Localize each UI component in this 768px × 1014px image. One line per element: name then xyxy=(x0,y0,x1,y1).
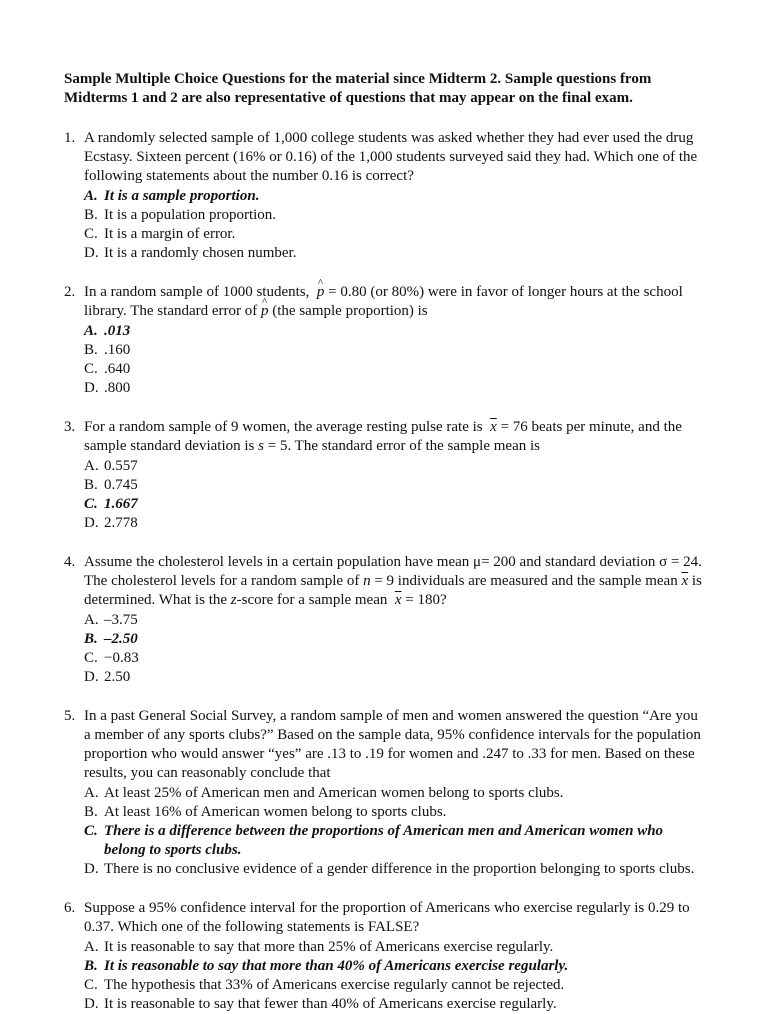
option-d: D. It is a randomly chosen number. xyxy=(84,245,297,261)
option-d: D. 2.50 xyxy=(84,669,131,685)
option-d: D. 2.778 xyxy=(84,515,138,531)
question-3 xyxy=(64,418,708,533)
option-b: B. .160 xyxy=(84,342,131,358)
question-number: 5. xyxy=(64,708,76,724)
option-a: A. It is reasonable to say that more than 25% of Americans exercise regularly. xyxy=(84,939,554,955)
option-d: D. It is reasonable to say that fewer than 40% of Americans exercise regularly. xyxy=(84,996,557,1012)
option-c: C. −0.83 xyxy=(84,650,139,666)
x-bar-symbol: $\overline{x}$ xyxy=(394,592,402,608)
option-b-correct: B. It is reasonable to say that more than 40% of Americans exercise regularly. xyxy=(84,958,569,974)
option-a: A. At least 25% of American men and American women belong to sports clubs. xyxy=(84,785,564,801)
p-hat-symbol: ^ p xyxy=(261,302,269,321)
option-b-correct: B. –2.50 xyxy=(84,631,138,647)
x-bar-symbol: $\overline{x}$ xyxy=(681,573,689,589)
option-b: B. 0.745 xyxy=(84,477,138,493)
option-b: B. It is a population proportion. xyxy=(84,207,277,223)
question-1 xyxy=(64,129,708,263)
option-c: C. .640 xyxy=(84,361,131,377)
question-4 xyxy=(64,553,708,687)
question-5 xyxy=(64,707,708,879)
question-stem: In a past General Social Survey, a random sample of men and women answered the question “Are you a member of any sports clubs?” Based on the sample data, 95% confidence intervals for the population proportion who would answer “yes” are .13 to .19 for women and .247 to .33 for men. Based on these results, you can reasonably conclude that xyxy=(84,708,701,781)
option-a-correct: A. It is a sample proportion. xyxy=(84,188,260,204)
question-number: 4. xyxy=(64,554,76,570)
option-b: B. At least 16% of American women belong to sports clubs. xyxy=(84,804,447,820)
option-c-correct: C. There is a difference between the proportions of American men and American women who belong to sports clubs. xyxy=(84,823,664,858)
question-stem: Assume the cholesterol levels in a certain population have mean μ= 200 and standard deviation σ = 24. The cholesterol levels for a random sample of n = 9 individuals are measured and the sample mean $\overline{x}$ is determined. What is the z-score for a sample mean $\overline{x} = 180$? xyxy=(84,554,702,608)
option-c: C. It is a margin of error. xyxy=(84,226,236,242)
question-stem: For a random sample of 9 women, the average resting pulse rate is $\overline{x} = 76$ beats per minute, and the sample standard deviation is s = 5. The standard error of the sample mean is xyxy=(84,419,682,454)
question-number: 6. xyxy=(64,900,76,916)
option-a: A. 0.557 xyxy=(84,458,138,474)
option-d: D. There is no conclusive evidence of a gender difference in the proportion belonging to sports clubs. xyxy=(84,861,695,877)
option-c-correct: C. 1.667 xyxy=(84,496,138,512)
page-heading: Sample Multiple Choice Questions for the material since Midterm 2. Sample questions from Midterms 1 and 2 are also representative of questions that may appear on the final exam. xyxy=(64,71,652,106)
x-bar-symbol: $\overline{x}$ xyxy=(490,419,497,435)
question-stem: Suppose a 95% confidence interval for the proportion of Americans who exercise regularly is 0.29 to 0.37. Which one of the following statements is FALSE? xyxy=(84,900,690,935)
question-2 xyxy=(64,283,708,398)
question-stem: In a random sample of 1000 students, ^ p = 0.80 (or 80%) were in favor of longer hours at the school library. The standard error of ^ p (the sample proportion) is xyxy=(84,283,708,321)
question-stem: A randomly selected sample of 1,000 college students was asked whether they had ever used the drug Ecstasy. Sixteen percent (16% or 0.16) of the 1,000 students surveyed said they had. Which one of the following statements about the number 0.16 is correct? xyxy=(84,130,698,184)
p-hat-symbol: ^ p xyxy=(317,283,325,302)
question-6 xyxy=(64,899,708,1014)
question-number: 1. xyxy=(64,130,76,146)
question-number: 3. xyxy=(64,419,76,435)
option-a-correct: A. .013 xyxy=(84,323,131,339)
question-number: 2. xyxy=(64,284,76,300)
option-d: D. .800 xyxy=(84,380,131,396)
option-a: A. –3.75 xyxy=(84,612,138,628)
option-c: C. The hypothesis that 33% of Americans exercise regularly cannot be rejected. xyxy=(84,977,565,993)
